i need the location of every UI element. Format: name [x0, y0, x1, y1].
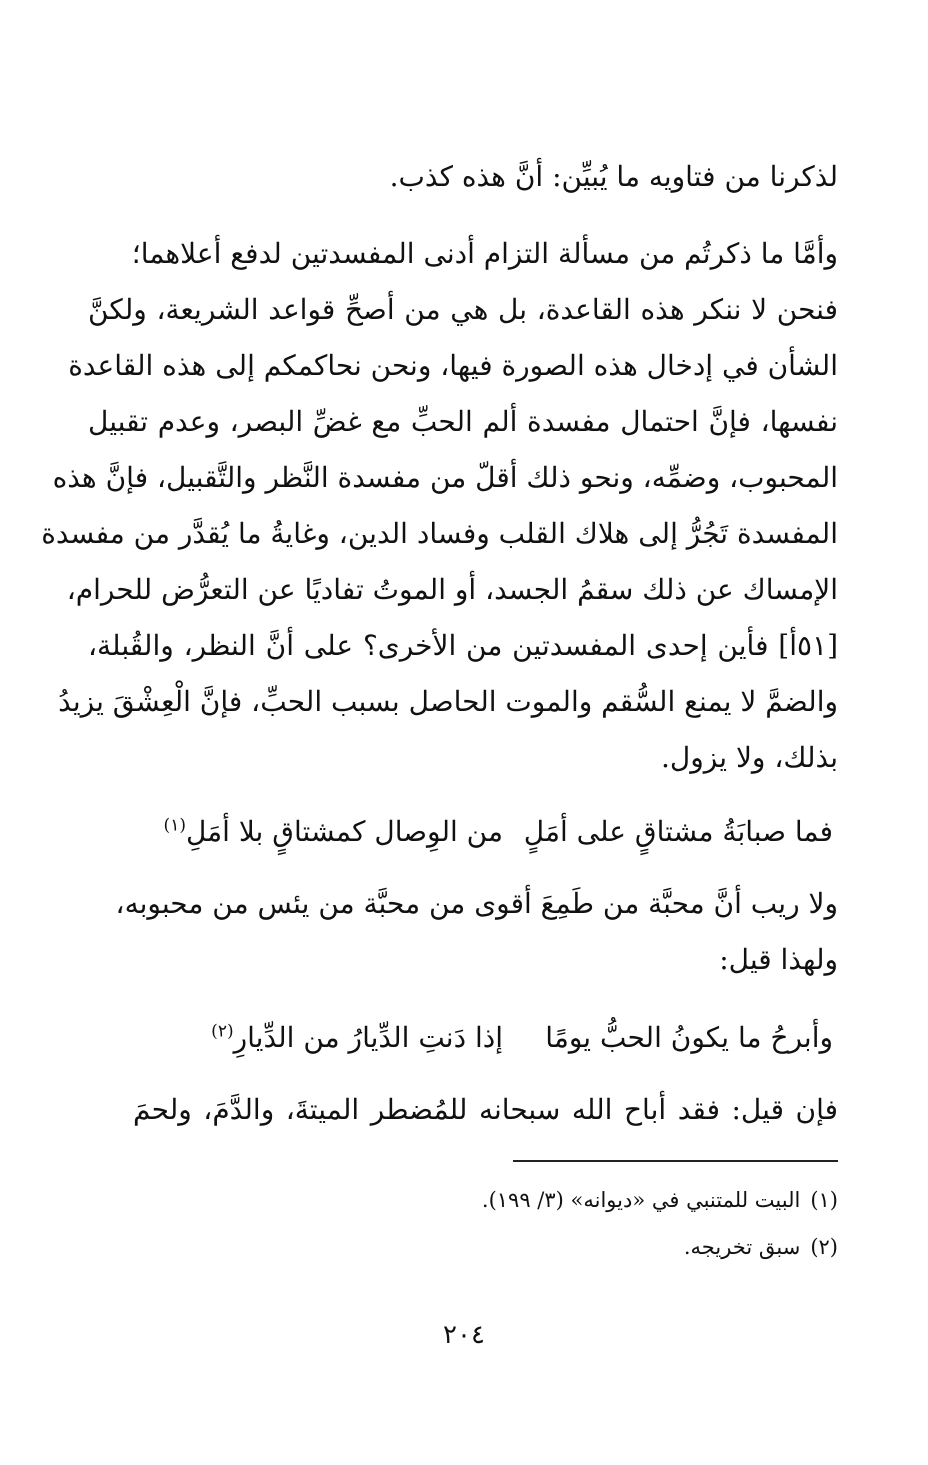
verse-2-second-hemistich: إذا دَنتِ الدِّيارُ من الدِّيارِ$^{(٢)}$ [211, 1021, 503, 1054]
text-line: بذلك، ولا يزول. [661, 741, 838, 774]
page-number: ٢٠٤ [443, 1320, 485, 1350]
text-line: [٥١أ] فأين إحدى المفسدتين من الأخرى؟ على أنَّ النظر، والقُبلة، [88, 629, 839, 662]
footnote-ref: (٢) [211, 1021, 234, 1042]
text-line: والضمَّ لا يمنع السُّقم والموت الحاصل بسبب الحبِّ، فإنَّ الْعِشْقَ يزيدُ [58, 685, 838, 718]
text-line: ولهذا قيل: [719, 943, 838, 976]
paragraph-first-line: وأمَّا ما ذكرتُم من مسألة التزام أدنى المفسدتين لدفع أعلاهما؛ [131, 237, 838, 270]
text-line: فنحن لا ننكر هذه القاعدة، بل هي من أصحِّ قواعد الشريعة، ولكنَّ [88, 293, 838, 326]
footnote-number: (١) [810, 1188, 838, 1212]
paragraph-first-line: فإن قيل: فقد أباح الله سبحانه للمُضطر الميتةَ، والدَّمَ، ولحمَ [133, 1093, 838, 1126]
footnote-1 [482, 1185, 838, 1215]
verse-1-first-hemistich: فما صبابَةُ مشتاقٍ على أمَلٍ [523, 815, 833, 848]
text-line: المفسدة تَجُرُّ إلى هلاك القلب وفساد الدين، وغايةُ ما يُقدَّر من مفسدة [41, 517, 838, 550]
verse-1-second-hemistich: من الوِصال كمشتاقٍ بلا أمَلِ$^{(١)}$ [163, 815, 503, 848]
text-line: المحبوب، وضمِّه، ونحو ذلك أقلّ من مفسدة النَّظر والتَّقبيل، فإنَّ هذه [52, 461, 838, 494]
footnote-2 [684, 1232, 838, 1262]
text-line: الإمساك عن ذلك سقمُ الجسد، أو الموتُ تفاديًا عن التعرُّض للحرام، [66, 573, 838, 606]
text-line: لذكرنا من فتاويه ما يُبيِّن: أنَّ هذه كذب. [389, 160, 838, 193]
footnote-number: (٢) [810, 1235, 838, 1259]
verse-2-first-hemistich: وأبرحُ ما يكونُ الحبُّ يومًا [545, 1021, 833, 1054]
text-line: الشأن في إدخال هذه الصورة فيها، ونحن نحاكمكم إلى هذه القاعدة [68, 349, 838, 382]
paragraph-first-line: ولا ريب أنَّ محبَّة من طَمِعَ أقوى من محبَّة من يئس من محبوبه، [115, 887, 838, 920]
footnote-text: البيت للمتنبي في «ديوانه» (٣/ ١٩٩). [481, 1188, 801, 1212]
text-line: نفسها، فإنَّ احتمال مفسدة ألم الحبِّ مع غضِّ البصر، وعدم تقبيل [88, 405, 838, 438]
footnote-ref: (١) [163, 815, 186, 836]
footnote-separator [513, 1160, 838, 1162]
footnote-text: سبق تخريجه. [683, 1235, 801, 1259]
